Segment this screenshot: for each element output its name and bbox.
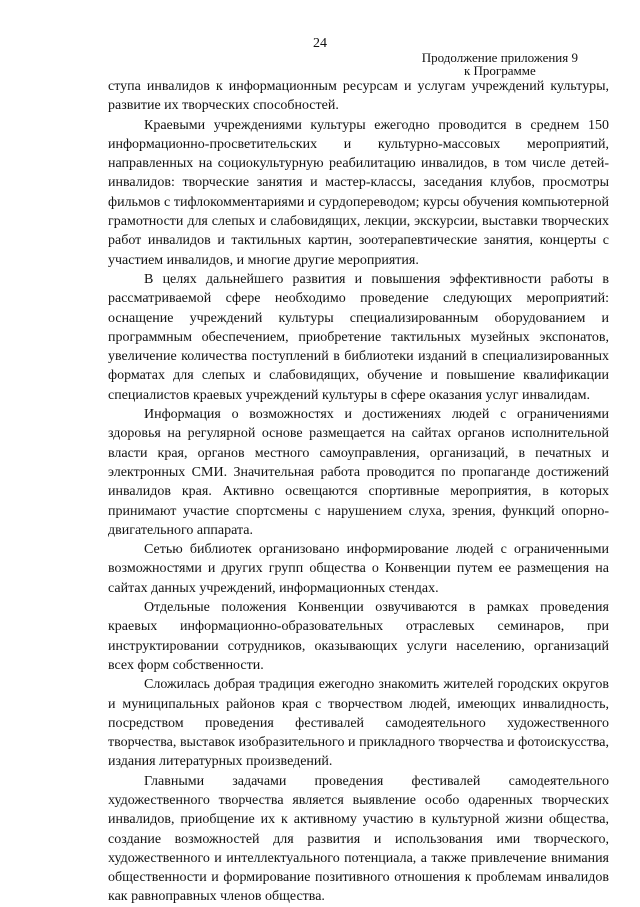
page-number: 24	[313, 36, 327, 51]
paragraph-festival-goals: Главными задачами проведения фестивалей самодеятельного художественного творчества является выявление особо одаренных творческих инвалидов, приобщение их к активному участию в культурной жизни общества, создание возможностей для развития и использования ими творческого, художественного и интеллектуального потенциала, а также привлечение внимания общественности и формирование позитивного отношения к проблемам инвалидов как равноправных членов общества.	[108, 773, 609, 905]
paragraph-cultural-events: Краевыми учреждениями культуры ежегодно проводится в среднем 150 информационно-просветительских и культурно-массовых мероприятий, направленных на социокультурную реабилитацию инвалидов, в том числе детей-инвалидов: творческие занятия и мастер-классы, заседания клубов, просмотры фильмов с тифлокомментариями и сурдопереводом; курсы обучения компьютерной грамотности для слепых и слабовидящих, лекции, экскурсии, выставки творческих работ инвалидов и тактильных картин, зоотерапевтические занятия, концерты с участием инвалидов, и многие другие мероприятия.	[108, 117, 609, 268]
paragraph-seminars: Отдельные положения Конвенции озвучиваются в рамках проведения краевых информационно-образовательных отраслевых семинаров, при инструктировании сотрудников, оказывающих услуги населению, организаций всех форм собственности.	[108, 600, 609, 673]
paragraph-tradition: Сложилась добрая традиция ежегодно знакомить жителей городских округов и муниципальных районов края с творчеством людей, имеющих инвалидность, посредством проведения фестивалей самодеятельного художественного творчества, выставок изобразительного и прикладного творчества и фотоискусства, издания литературных произведений.	[108, 677, 609, 770]
appendix-note-line-2: к Программе	[463, 63, 536, 78]
paragraph-measures: В целях дальнейшего развития и повышения эффективности работы в рассматриваемой сфере необходимо проведение следующих мероприятий: оснащение учреждений культуры специализированным оборудованием и программным обеспечением, приобретение тактильных музейных экспонатов, увеличение количества поступлений в библиотеки изданий в специализированных форматах для слепых и слабовидящих, обучение и повышение квалификации специалистов краевых учреждений культуры в сфере оказания услуг инвалидам.	[108, 271, 609, 403]
paragraph-continuation: ступа инвалидов к информационным ресурсам и услугам учреждений культуры, развитие их творческих способностей.	[108, 79, 609, 114]
appendix-note-line-1: Продолжение приложения 9	[421, 50, 578, 65]
body-text	[108, 77, 609, 907]
appendix-note	[422, 51, 578, 77]
paragraph-libraries: Сетью библиотек организовано информирование людей с ограниченными возможностями и других групп общества о Конвенции путем ее размещения на сайтах данных учреждений, информационных стендах.	[108, 542, 609, 596]
paragraph-information: Информация о возможностях и достижениях людей с ограничениями здоровья на регулярной основе размещается на сайтах органов исполнительной власти края, органов местного самоуправления, организаций, в печатных и электронных СМИ. Значительная работа проводится по пропаганде достижений инвалидов края. Активно освещаются спортивные мероприятия, в которых принимают участие спортсмены с нарушением слуха, зрения, функций опорно-двигательного аппарата.	[108, 407, 609, 538]
